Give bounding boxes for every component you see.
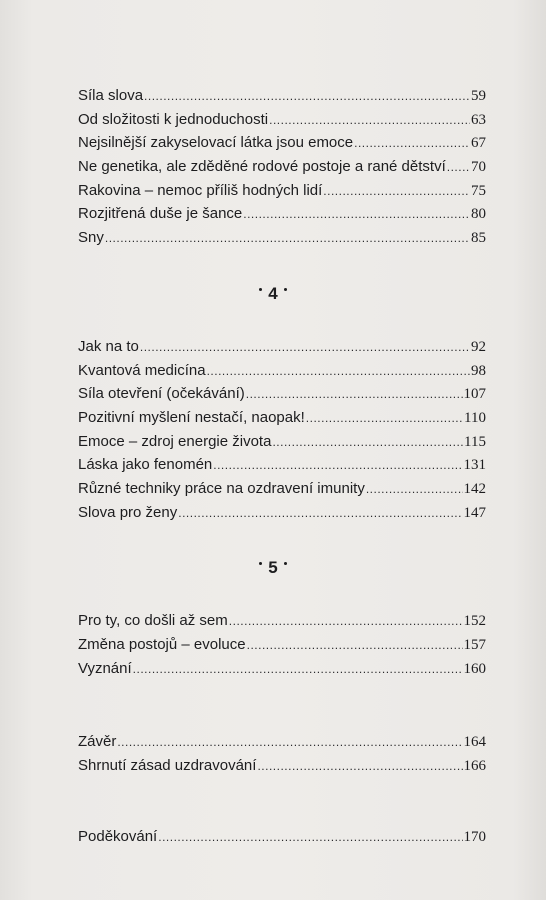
toc-entry-page: 98: [471, 362, 486, 379]
toc-entry-page: 70: [471, 159, 486, 176]
toc-entry-title: Ne genetika, ale zděděné rodové postoje a rané dětství: [78, 158, 446, 176]
toc-entry: [78, 359, 486, 383]
toc-section: [78, 730, 486, 777]
dot-leader: [133, 658, 463, 682]
toc-entry: [78, 453, 486, 477]
toc-entry: [78, 657, 486, 681]
section-number: 4: [268, 283, 278, 303]
toc-entry-title: Pozitivní myšlení nestačí, naopak!: [78, 408, 305, 426]
dot-leader: [323, 180, 470, 204]
marker-dot: [259, 288, 262, 291]
table-of-contents: [78, 84, 486, 848]
toc-entry-page: 92: [471, 338, 486, 355]
section-marker: [0, 280, 546, 308]
toc-entry: [78, 179, 486, 203]
toc-entry-page: 115: [464, 433, 486, 450]
section-marker: [0, 554, 546, 582]
toc-entry-page: 166: [463, 758, 486, 775]
dot-leader: [257, 755, 462, 779]
toc-entry-title: Slova pro ženy: [78, 503, 178, 521]
toc-entry: [78, 633, 486, 657]
toc-entry-title: Pro ty, co došli až sem: [78, 612, 228, 630]
toc-entry: [78, 730, 486, 754]
toc-entry-page: 107: [463, 386, 486, 403]
toc-entry-title: Poděkování: [78, 827, 158, 845]
dot-leader: [105, 227, 470, 251]
dot-leader: [229, 610, 463, 634]
toc-entry-page: 110: [464, 409, 486, 426]
toc-entry-title: Nejsilnější zakyselovací látka jsou emoce: [78, 134, 354, 152]
toc-entry-title: Síla slova: [78, 87, 144, 104]
toc-entry-page: 147: [463, 504, 486, 521]
toc-entry: [78, 501, 486, 525]
toc-entry-page: 157: [463, 637, 486, 653]
toc-entry-title: Síla otevření (očekávání): [78, 385, 245, 403]
dot-leader: [246, 383, 463, 407]
toc-entry-page: 170: [463, 828, 486, 845]
toc-entry-page: 164: [463, 734, 486, 751]
toc-section: [78, 335, 486, 525]
dot-leader: [178, 502, 462, 526]
toc-entry: [78, 406, 486, 430]
toc-entry: [78, 754, 486, 778]
toc-entry-title: Láska jako fenomén: [78, 456, 213, 474]
dot-leader: [447, 156, 470, 180]
toc-entry: [78, 155, 486, 179]
dot-leader: [269, 109, 470, 133]
toc-entry: [78, 226, 486, 250]
toc-entry: [78, 202, 486, 226]
toc-entry: [78, 477, 486, 501]
toc-section: [78, 825, 486, 849]
toc-section: [78, 84, 486, 250]
toc-entry-title: Jak na to: [78, 337, 139, 355]
dot-leader: [158, 826, 462, 850]
toc-entry: [78, 825, 486, 849]
toc-entry-page: 160: [463, 660, 486, 677]
toc-entry-title: Shrnutí zásad uzdravování: [78, 757, 257, 775]
toc-entry-title: Změna postojů – evoluce: [78, 636, 246, 653]
toc-entry: [78, 609, 486, 633]
dot-leader: [140, 336, 470, 360]
toc-entry-title: Různé techniky práce na ozdravení imunity: [78, 479, 365, 497]
dot-leader: [366, 478, 463, 502]
section-number: 5: [268, 558, 278, 578]
toc-entry: [78, 430, 486, 454]
toc-entry: [78, 84, 486, 108]
dot-leader: [207, 360, 470, 384]
toc-entry-page: 75: [471, 182, 486, 199]
toc-entry: [78, 382, 486, 406]
toc-entry-page: 152: [463, 613, 486, 630]
toc-entry-page: 131: [463, 457, 486, 474]
toc-entry-page: 85: [471, 230, 486, 247]
toc-entry-title: Kvantová medicína: [78, 361, 206, 379]
dot-leader: [272, 431, 463, 455]
dot-leader: [117, 731, 462, 755]
dot-leader: [306, 407, 463, 431]
toc-entry-page: 63: [471, 111, 486, 128]
toc-entry-title: Závěr: [78, 733, 117, 751]
dot-leader: [213, 454, 462, 478]
marker-dot: [259, 562, 262, 565]
dot-leader: [354, 132, 470, 156]
marker-dot: [284, 562, 287, 565]
toc-entry-title: Sny: [78, 229, 104, 247]
toc-entry: [78, 335, 486, 359]
toc-entry-title: Rozjitřená duše je šance: [78, 205, 243, 223]
dot-leader: [247, 634, 463, 658]
toc-entry: [78, 131, 486, 155]
toc-entry-title: Od složitosti k jednoduchosti: [78, 110, 269, 128]
toc-entry-title: Emoce – zdroj energie života: [78, 432, 272, 450]
toc-entry-title: Vyznání: [78, 659, 132, 677]
dot-leader: [243, 203, 470, 227]
toc-entry-page: 142: [463, 480, 486, 497]
toc-entry-page: 59: [471, 88, 486, 104]
toc-entry: [78, 108, 486, 132]
toc-entry-page: 67: [471, 135, 486, 152]
toc-entry-page: 80: [471, 206, 486, 223]
toc-entry-title: Rakovina – nemoc příliš hodných lidí: [78, 181, 323, 199]
toc-section: [78, 609, 486, 680]
dot-leader: [144, 85, 470, 109]
marker-dot: [284, 288, 287, 291]
